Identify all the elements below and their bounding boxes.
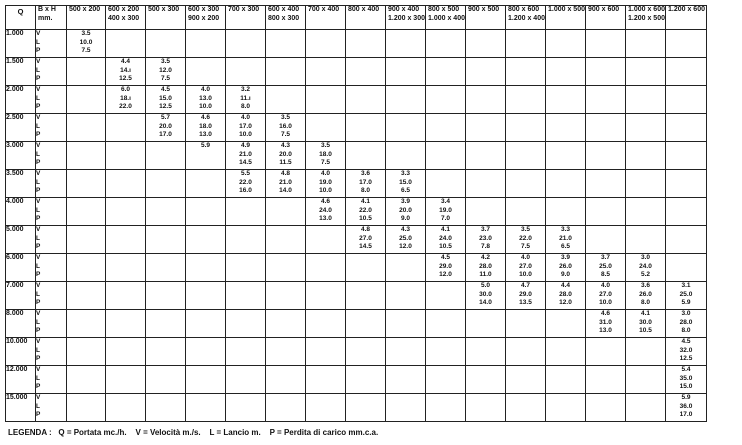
value-cell [546, 142, 586, 170]
value-cell: 6.0 18.ı 22.0 [106, 86, 146, 114]
value-cell: 4.8 27.0 14.5 [346, 226, 386, 254]
value-cell [626, 86, 666, 114]
value-cell [466, 58, 506, 86]
value-cell: 3.9 20.0 9.0 [386, 198, 426, 226]
value-cell [266, 254, 306, 282]
value-cell [67, 394, 106, 422]
value-cell [586, 338, 626, 366]
value-cell [466, 366, 506, 394]
value-cell [586, 30, 626, 58]
value-cell [586, 170, 626, 198]
size-header: 900 x 500 [466, 6, 506, 30]
value-cell [626, 142, 666, 170]
value-cell [586, 114, 626, 142]
vlp-letters-cell: V L P [36, 310, 67, 338]
value-cell [266, 394, 306, 422]
value-cell: 3.2 11.ı 8.0 [226, 86, 266, 114]
q-header: Q [6, 6, 36, 30]
value-cell [106, 142, 146, 170]
legend: LEGENDA : Q = Portata mc./h. V = Velocità m./s. L = Lancio m. P = Perdita di carico mm.c.a. [8, 428, 379, 437]
size-header: 700 x 300 [226, 6, 266, 30]
value-cell [506, 142, 546, 170]
value-cell [226, 338, 266, 366]
value-cell [306, 394, 346, 422]
value-cell [546, 30, 586, 58]
value-cell [186, 170, 226, 198]
value-cell: 5.9 36.0 17.0 [666, 394, 707, 422]
value-cell [67, 254, 106, 282]
flow-rate-cell: 1.000 [6, 30, 36, 58]
vlp-letters-cell: V L P [36, 170, 67, 198]
value-cell [466, 394, 506, 422]
value-cell: 4.5 15.0 12.5 [146, 86, 186, 114]
value-cell [386, 58, 426, 86]
value-cell [186, 198, 226, 226]
value-cell [67, 86, 106, 114]
value-cell [226, 254, 266, 282]
value-cell [266, 86, 306, 114]
value-cell [346, 114, 386, 142]
value-cell [386, 310, 426, 338]
value-cell [186, 310, 226, 338]
value-cell [466, 114, 506, 142]
value-cell [506, 198, 546, 226]
value-cell: 3.4 19.0 7.0 [426, 198, 466, 226]
flow-rate-cell: 7.000 [6, 282, 36, 310]
value-cell [666, 198, 707, 226]
value-cell [666, 30, 707, 58]
value-cell [466, 30, 506, 58]
value-cell [146, 310, 186, 338]
value-cell: 3.5 10.0 7.5 [67, 30, 106, 58]
value-cell: 3.5 22.0 7.5 [506, 226, 546, 254]
value-cell [586, 198, 626, 226]
value-cell [67, 282, 106, 310]
value-cell [306, 338, 346, 366]
table-row [6, 114, 707, 142]
value-cell [426, 338, 466, 366]
value-cell [386, 30, 426, 58]
value-cell [186, 282, 226, 310]
vlp-letters-cell: V L P [36, 366, 67, 394]
value-cell [346, 142, 386, 170]
value-cell [626, 338, 666, 366]
table-row [6, 30, 707, 58]
value-cell: 4.0 19.0 10.0 [306, 170, 346, 198]
value-cell [626, 226, 666, 254]
value-cell [266, 226, 306, 254]
value-cell: 3.5 12.0 7.5 [146, 58, 186, 86]
value-cell [626, 198, 666, 226]
value-cell [626, 394, 666, 422]
value-cell [67, 142, 106, 170]
size-header: 1.000 x 600 1.200 x 500 [626, 6, 666, 30]
value-cell [426, 30, 466, 58]
flow-rate-cell: 10.000 [6, 338, 36, 366]
value-cell [306, 366, 346, 394]
value-cell [346, 282, 386, 310]
value-cell [106, 254, 146, 282]
value-cell [586, 366, 626, 394]
size-header: 500 x 300 [146, 6, 186, 30]
value-cell: 4.1 30.0 10.5 [626, 310, 666, 338]
value-cell: 5.4 35.0 15.0 [666, 366, 707, 394]
value-cell: 4.0 27.0 10.0 [586, 282, 626, 310]
value-cell [546, 310, 586, 338]
flow-rate-cell: 3.500 [6, 170, 36, 198]
value-cell: 3.7 23.0 7.8 [466, 226, 506, 254]
value-cell [106, 170, 146, 198]
value-cell [666, 86, 707, 114]
table-row [6, 254, 707, 282]
table-row [6, 310, 707, 338]
value-cell [426, 114, 466, 142]
value-cell: 5.5 22.0 16.0 [226, 170, 266, 198]
value-cell [346, 58, 386, 86]
value-cell [146, 198, 186, 226]
value-cell [226, 282, 266, 310]
value-cell [586, 58, 626, 86]
value-cell [666, 170, 707, 198]
value-cell [546, 338, 586, 366]
value-cell: 3.9 26.0 9.0 [546, 254, 586, 282]
table-row [6, 86, 707, 114]
value-cell [306, 30, 346, 58]
value-cell: 3.6 17.0 8.0 [346, 170, 386, 198]
value-cell: 5.9 [186, 142, 226, 170]
value-cell [546, 170, 586, 198]
header-row [6, 6, 707, 30]
value-cell: 4.1 24.0 10.5 [426, 226, 466, 254]
size-header: 700 x 400 [306, 6, 346, 30]
value-cell [666, 58, 707, 86]
value-cell [386, 282, 426, 310]
value-cell [666, 254, 707, 282]
value-cell: 4.6 18.0 13.0 [186, 114, 226, 142]
value-cell [586, 394, 626, 422]
value-cell: 4.6 31.0 13.0 [586, 310, 626, 338]
value-cell [186, 30, 226, 58]
value-cell: 3.7 25.0 8.5 [586, 254, 626, 282]
size-header: 500 x 200 [67, 6, 106, 30]
value-cell: 4.0 13.0 10.0 [186, 86, 226, 114]
value-cell [306, 114, 346, 142]
value-cell [386, 254, 426, 282]
value-cell [426, 170, 466, 198]
value-cell [426, 142, 466, 170]
value-cell [186, 338, 226, 366]
value-cell [106, 114, 146, 142]
value-cell: 4.5 32.0 12.5 [666, 338, 707, 366]
value-cell [106, 366, 146, 394]
value-cell [506, 30, 546, 58]
value-cell [146, 226, 186, 254]
value-cell [67, 114, 106, 142]
value-cell [586, 226, 626, 254]
value-cell [506, 114, 546, 142]
size-header: 1.000 x 500 [546, 6, 586, 30]
value-cell [426, 282, 466, 310]
vlp-letters-cell: V L P [36, 58, 67, 86]
value-cell: 3.0 28.0 8.0 [666, 310, 707, 338]
value-cell: 4.7 29.0 13.5 [506, 282, 546, 310]
value-cell [386, 366, 426, 394]
value-cell [506, 170, 546, 198]
value-cell [346, 394, 386, 422]
table-row [6, 142, 707, 170]
table-row [6, 198, 707, 226]
value-cell [506, 86, 546, 114]
value-cell [306, 310, 346, 338]
value-cell [626, 58, 666, 86]
value-cell: 4.0 27.0 10.0 [506, 254, 546, 282]
value-cell: 4.4 14.ı 12.5 [106, 58, 146, 86]
value-cell [106, 394, 146, 422]
value-cell [146, 366, 186, 394]
value-cell [266, 198, 306, 226]
value-cell [146, 30, 186, 58]
value-cell [386, 338, 426, 366]
value-cell: 4.3 20.0 11.5 [266, 142, 306, 170]
size-header: 1.200 x 600 [666, 6, 707, 30]
value-cell [226, 198, 266, 226]
value-cell [67, 170, 106, 198]
value-cell [226, 58, 266, 86]
value-cell [226, 366, 266, 394]
value-cell [546, 198, 586, 226]
value-cell [146, 394, 186, 422]
value-cell: 3.1 25.0 5.9 [666, 282, 707, 310]
value-cell: 3.5 18.0 7.5 [306, 142, 346, 170]
value-cell [346, 338, 386, 366]
flow-rate-cell: 5.000 [6, 226, 36, 254]
value-cell: 3.3 21.0 6.5 [546, 226, 586, 254]
value-cell [226, 394, 266, 422]
size-header: 800 x 400 [346, 6, 386, 30]
value-cell [346, 254, 386, 282]
value-cell [106, 226, 146, 254]
value-cell [426, 58, 466, 86]
value-cell [426, 86, 466, 114]
value-cell [266, 338, 306, 366]
value-cell [346, 86, 386, 114]
value-cell [626, 366, 666, 394]
value-cell: 4.1 22.0 10.5 [346, 198, 386, 226]
value-cell [346, 30, 386, 58]
table-row [6, 366, 707, 394]
value-cell: 4.6 24.0 13.0 [306, 198, 346, 226]
vlp-letters-cell: V L P [36, 254, 67, 282]
value-cell [266, 366, 306, 394]
value-cell [666, 226, 707, 254]
value-cell [67, 226, 106, 254]
value-cell [106, 30, 146, 58]
size-header: 900 x 600 [586, 6, 626, 30]
value-cell [186, 226, 226, 254]
value-cell [306, 58, 346, 86]
value-cell [226, 30, 266, 58]
value-cell [626, 170, 666, 198]
value-cell [186, 58, 226, 86]
value-cell [346, 366, 386, 394]
value-cell: 3.3 15.0 6.5 [386, 170, 426, 198]
value-cell: 4.9 21.0 14.5 [226, 142, 266, 170]
value-cell [306, 86, 346, 114]
value-cell [106, 338, 146, 366]
table-row [6, 394, 707, 422]
vlp-letters-cell: V L P [36, 338, 67, 366]
value-cell [546, 58, 586, 86]
value-cell [466, 198, 506, 226]
airflow-table [5, 5, 707, 422]
value-cell [186, 366, 226, 394]
size-header: 600 x 400 800 x 300 [266, 6, 306, 30]
value-cell [266, 282, 306, 310]
value-cell: 3.6 26.0 8.0 [626, 282, 666, 310]
value-cell [266, 30, 306, 58]
value-cell [146, 338, 186, 366]
value-cell [67, 366, 106, 394]
value-cell [506, 58, 546, 86]
flow-rate-cell: 12.000 [6, 366, 36, 394]
value-cell: 5.0 30.0 14.0 [466, 282, 506, 310]
value-cell [386, 142, 426, 170]
vlp-letters-cell: V L P [36, 30, 67, 58]
value-cell [106, 310, 146, 338]
value-cell [266, 58, 306, 86]
value-cell [226, 310, 266, 338]
flow-rate-cell: 6.000 [6, 254, 36, 282]
value-cell [306, 226, 346, 254]
table-row [6, 226, 707, 254]
flow-rate-cell: 3.000 [6, 142, 36, 170]
value-cell [506, 366, 546, 394]
value-cell [386, 394, 426, 422]
vlp-letters-cell: V L P [36, 226, 67, 254]
value-cell [306, 254, 346, 282]
value-cell [426, 310, 466, 338]
vlp-letters-cell: V L P [36, 198, 67, 226]
flow-rate-cell: 2.000 [6, 86, 36, 114]
value-cell [386, 86, 426, 114]
value-cell [67, 198, 106, 226]
value-cell [466, 338, 506, 366]
size-header: 900 x 400 1.200 x 300 [386, 6, 426, 30]
flow-rate-cell: 8.000 [6, 310, 36, 338]
vlp-letters-cell: V L P [36, 86, 67, 114]
value-cell: 5.7 20.0 17.0 [146, 114, 186, 142]
value-cell: 4.0 17.0 10.0 [226, 114, 266, 142]
value-cell [426, 366, 466, 394]
value-cell [546, 394, 586, 422]
value-cell: 4.4 28.0 12.0 [546, 282, 586, 310]
value-cell [666, 114, 707, 142]
size-header: 600 x 300 900 x 200 [186, 6, 226, 30]
value-cell [186, 394, 226, 422]
value-cell [146, 142, 186, 170]
value-cell: 4.8 21.0 14.0 [266, 170, 306, 198]
value-cell [426, 394, 466, 422]
value-cell [106, 282, 146, 310]
value-cell [146, 282, 186, 310]
value-cell [466, 86, 506, 114]
vlp-letters-cell: V L P [36, 142, 67, 170]
value-cell [506, 338, 546, 366]
vlp-letters-cell: V L P [36, 282, 67, 310]
value-cell [266, 310, 306, 338]
size-header: 800 x 500 1.000 x 400 [426, 6, 466, 30]
value-cell [626, 114, 666, 142]
flow-rate-cell: 1.500 [6, 58, 36, 86]
value-cell [226, 226, 266, 254]
value-cell [666, 142, 707, 170]
value-cell [306, 282, 346, 310]
bh-header: B x H mm. [36, 6, 67, 30]
value-cell [106, 198, 146, 226]
value-cell [586, 142, 626, 170]
table-row [6, 282, 707, 310]
table-row [6, 58, 707, 86]
value-cell [67, 338, 106, 366]
value-cell [186, 254, 226, 282]
value-cell [506, 394, 546, 422]
size-header: 800 x 600 1.200 x 400 [506, 6, 546, 30]
value-cell [67, 58, 106, 86]
vlp-letters-cell: V L P [36, 394, 67, 422]
table-body [6, 30, 707, 422]
value-cell [586, 86, 626, 114]
value-cell [146, 254, 186, 282]
table-row [6, 170, 707, 198]
value-cell [626, 30, 666, 58]
flow-rate-cell: 15.000 [6, 394, 36, 422]
vlp-letters-cell: V L P [36, 114, 67, 142]
value-cell [146, 170, 186, 198]
value-cell: 3.5 16.0 7.5 [266, 114, 306, 142]
flow-rate-cell: 2.500 [6, 114, 36, 142]
value-cell: 4.2 28.0 11.0 [466, 254, 506, 282]
value-cell [546, 366, 586, 394]
value-cell: 4.5 29.0 12.0 [426, 254, 466, 282]
value-cell [466, 142, 506, 170]
value-cell [506, 310, 546, 338]
value-cell: 3.0 24.0 5.2 [626, 254, 666, 282]
value-cell [346, 310, 386, 338]
value-cell [466, 310, 506, 338]
value-cell [466, 170, 506, 198]
value-cell [546, 114, 586, 142]
size-header: 600 x 200 400 x 300 [106, 6, 146, 30]
table-row [6, 338, 707, 366]
value-cell [67, 310, 106, 338]
flow-rate-cell: 4.000 [6, 198, 36, 226]
value-cell [546, 86, 586, 114]
value-cell [386, 114, 426, 142]
value-cell: 4.3 25.0 12.0 [386, 226, 426, 254]
